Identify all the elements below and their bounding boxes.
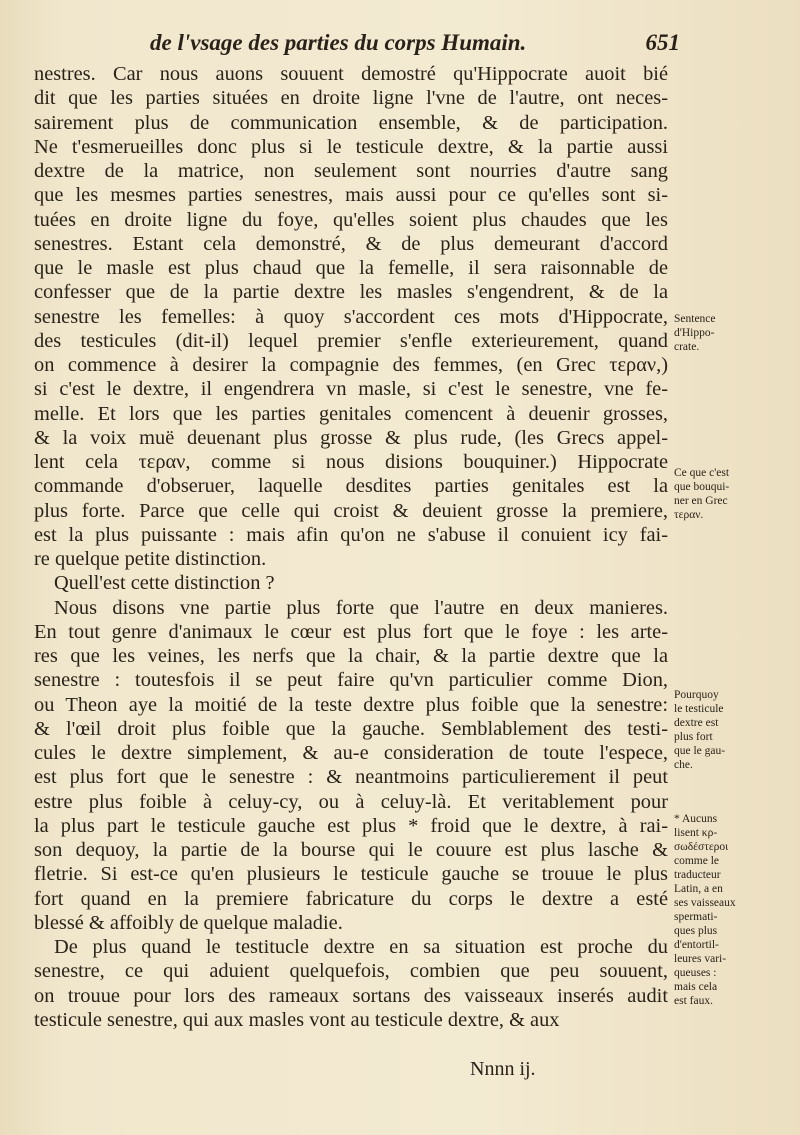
- margin-note-line: dextre est: [674, 717, 719, 729]
- margin-note-line: est faux.: [674, 995, 713, 1007]
- margin-note-line: lisent κρ-: [674, 827, 718, 839]
- text-line: on trouue pour lors des rameaux sortans des vaisseaux inserés audit: [34, 984, 668, 1007]
- running-header: [150, 30, 680, 56]
- text-line: De plus quand le testitucle dextre en sa situation est proche du: [54, 936, 668, 958]
- text-line: En tout genre d'animaux le cœur est plus fort que le foye : les arte-: [34, 620, 668, 643]
- margin-note-line: ses vaisseaux: [674, 897, 736, 909]
- page-number: 651: [645, 30, 680, 55]
- margin-note-pourquoy: [674, 688, 774, 772]
- text-line: si c'est le dextre, il engendrera vn masle, si c'est le senestre, vne fe-: [34, 378, 668, 401]
- margin-note-sentence: [674, 312, 774, 354]
- margin-note-line: queuses :: [674, 967, 717, 979]
- text-line: senestres. Estant cela demonstré, & de plus demeurant d'accord: [34, 232, 668, 255]
- body-text: [34, 62, 668, 1032]
- margin-note-line: leures vari-: [674, 953, 727, 965]
- margin-note-bouquiner: [674, 466, 774, 522]
- text-line: dextre de la matrice, non seulement sont nourries d'autre sang: [34, 160, 668, 182]
- text-line: commande d'obseruer, laquelle desdites parties genitales est la: [34, 475, 668, 498]
- margin-note-line: d'Hippo-: [674, 327, 715, 339]
- text-line: cules le dextre simplement, & au-e consideration de toute l'espece,: [34, 742, 668, 764]
- margin-note-line: plus fort: [674, 731, 713, 743]
- margin-note-line: mais cela: [674, 981, 718, 993]
- margin-note-line: Pourquoy: [674, 689, 719, 701]
- margin-note-line: τεραν.: [674, 509, 704, 521]
- text-line: la plus part le testicule gauche est plus * froid que le dextre, à rai-: [34, 814, 668, 837]
- margin-note-line: spermati-: [674, 911, 718, 923]
- margin-note-line: Latin, a en: [674, 883, 723, 895]
- margin-note-line: Sentence: [674, 313, 716, 325]
- text-line: on commence à desirer la compagnie des femmes, (en Grec τεραν,): [34, 354, 668, 376]
- text-line: ou Theon aye la moitié de la teste dextre plus foible que la senestre:: [34, 693, 668, 716]
- header-title: de l'vsage des parties du corps Humain.: [150, 30, 527, 55]
- text-line: senestre : toutesfois il se peut faire qu'vn particulier comme Dion,: [34, 669, 668, 692]
- margin-note-line: d'entortil-: [674, 939, 719, 951]
- text-line: fletrie. Si est-ce qu'en plusieurs le testicule gauche se trouue le plus: [34, 863, 668, 886]
- text-line: sairement plus de communication ensemble, & de participation.: [34, 111, 668, 134]
- signature-mark: Nnnn ij.: [470, 1058, 536, 1080]
- margin-note-aucuns: [674, 812, 774, 1008]
- text-line: blessé & affoibly de quelque maladie.: [34, 911, 343, 934]
- text-line: estre plus foible à celuy-cy, ou à celuy-là. Et veritablement pour: [34, 790, 668, 813]
- margin-note-line: que le gau-: [674, 745, 726, 757]
- text-line: melle. Et lors que les parties genitales comencent à deuenir grosses,: [34, 402, 668, 425]
- text-line: que les mesmes parties senestres, mais aussi pour ce qu'elles sont si-: [34, 184, 668, 207]
- text-line: dit que les parties situées en droite ligne l'vne de l'autre, ont neces-: [34, 87, 668, 110]
- margin-note-line: ques plus: [674, 925, 718, 937]
- text-line: & la voix muë deuenant plus grosse & plus rude, (les Grecs appel-: [34, 426, 668, 449]
- margin-note-line: comme le: [674, 855, 720, 867]
- text-line: plus forte. Parce que celle qui croist & deuient grosse la premiere,: [34, 499, 668, 522]
- text-line: lent cela τεραν, comme si nous disions bouquiner.) Hippocrate: [34, 451, 668, 473]
- text-line: testicule senestre, qui aux masles vont au testicule dextre, & aux: [34, 1008, 560, 1031]
- text-line: est la plus puissante : mais afin qu'on ne s'abuse il conuient icy fai-: [34, 523, 668, 546]
- margin-note-line: traducteur: [674, 869, 721, 881]
- margin-note-line: σωδέστεροι: [674, 841, 729, 853]
- text-line: tuées en droite ligne du foye, qu'elles soient plus chaudes que les: [34, 208, 668, 231]
- text-line: Quell'est cette distinction ?: [54, 572, 275, 595]
- text-line: re quelque petite distinction.: [34, 548, 267, 570]
- text-line: est plus fort que le senestre : & neantmoins particulierement il peut: [34, 766, 668, 789]
- margin-note-line: Ce que c'est: [674, 467, 730, 479]
- margin-note-line: ner en Grec: [674, 495, 728, 507]
- margin-note-line: che.: [674, 759, 693, 771]
- text-line: senestre les femelles: à quoy s'accordent ces mots d'Hippocrate,: [34, 305, 668, 328]
- text-line: senestre, ce qui aduient quelquefois, combien que peu souuent,: [34, 960, 668, 983]
- text-line: res que les veines, les nerfs que la chair, & la partie dextre que la: [34, 645, 668, 667]
- text-line: son dequoy, la partie de la bourse qui le couure est plus lasche &: [34, 839, 668, 861]
- text-line: Ne t'esmerueilles donc plus si le testicule dextre, & la partie aussi: [34, 135, 668, 158]
- text-line: des testicules (dit-il) lequel premier s'enfle exterieurement, quand: [34, 329, 668, 352]
- text-line: Nous disons vne partie plus forte que l'autre en deux manieres.: [54, 596, 668, 619]
- text-line: que le masle est plus chaud que la femelle, il sera raisonnable de: [34, 257, 668, 279]
- margin-note-line: * Aucuns: [674, 813, 718, 825]
- text-line: confesser que de la partie dextre les masles s'engendrent, & de la: [34, 281, 668, 304]
- margin-note-line: que bouqui-: [674, 481, 730, 493]
- text-line: & l'œil droit plus foible que la gauche. Semblablement des testi-: [34, 717, 668, 740]
- text-line: nestres. Car nous auons souuent demostré qu'Hippocrate auoit bié: [34, 63, 668, 85]
- margin-note-line: crate.: [674, 341, 700, 353]
- margin-note-line: le testicule: [674, 703, 724, 715]
- text-line: fort quand en la premiere fabricature du corps le dextre a esté: [34, 887, 668, 910]
